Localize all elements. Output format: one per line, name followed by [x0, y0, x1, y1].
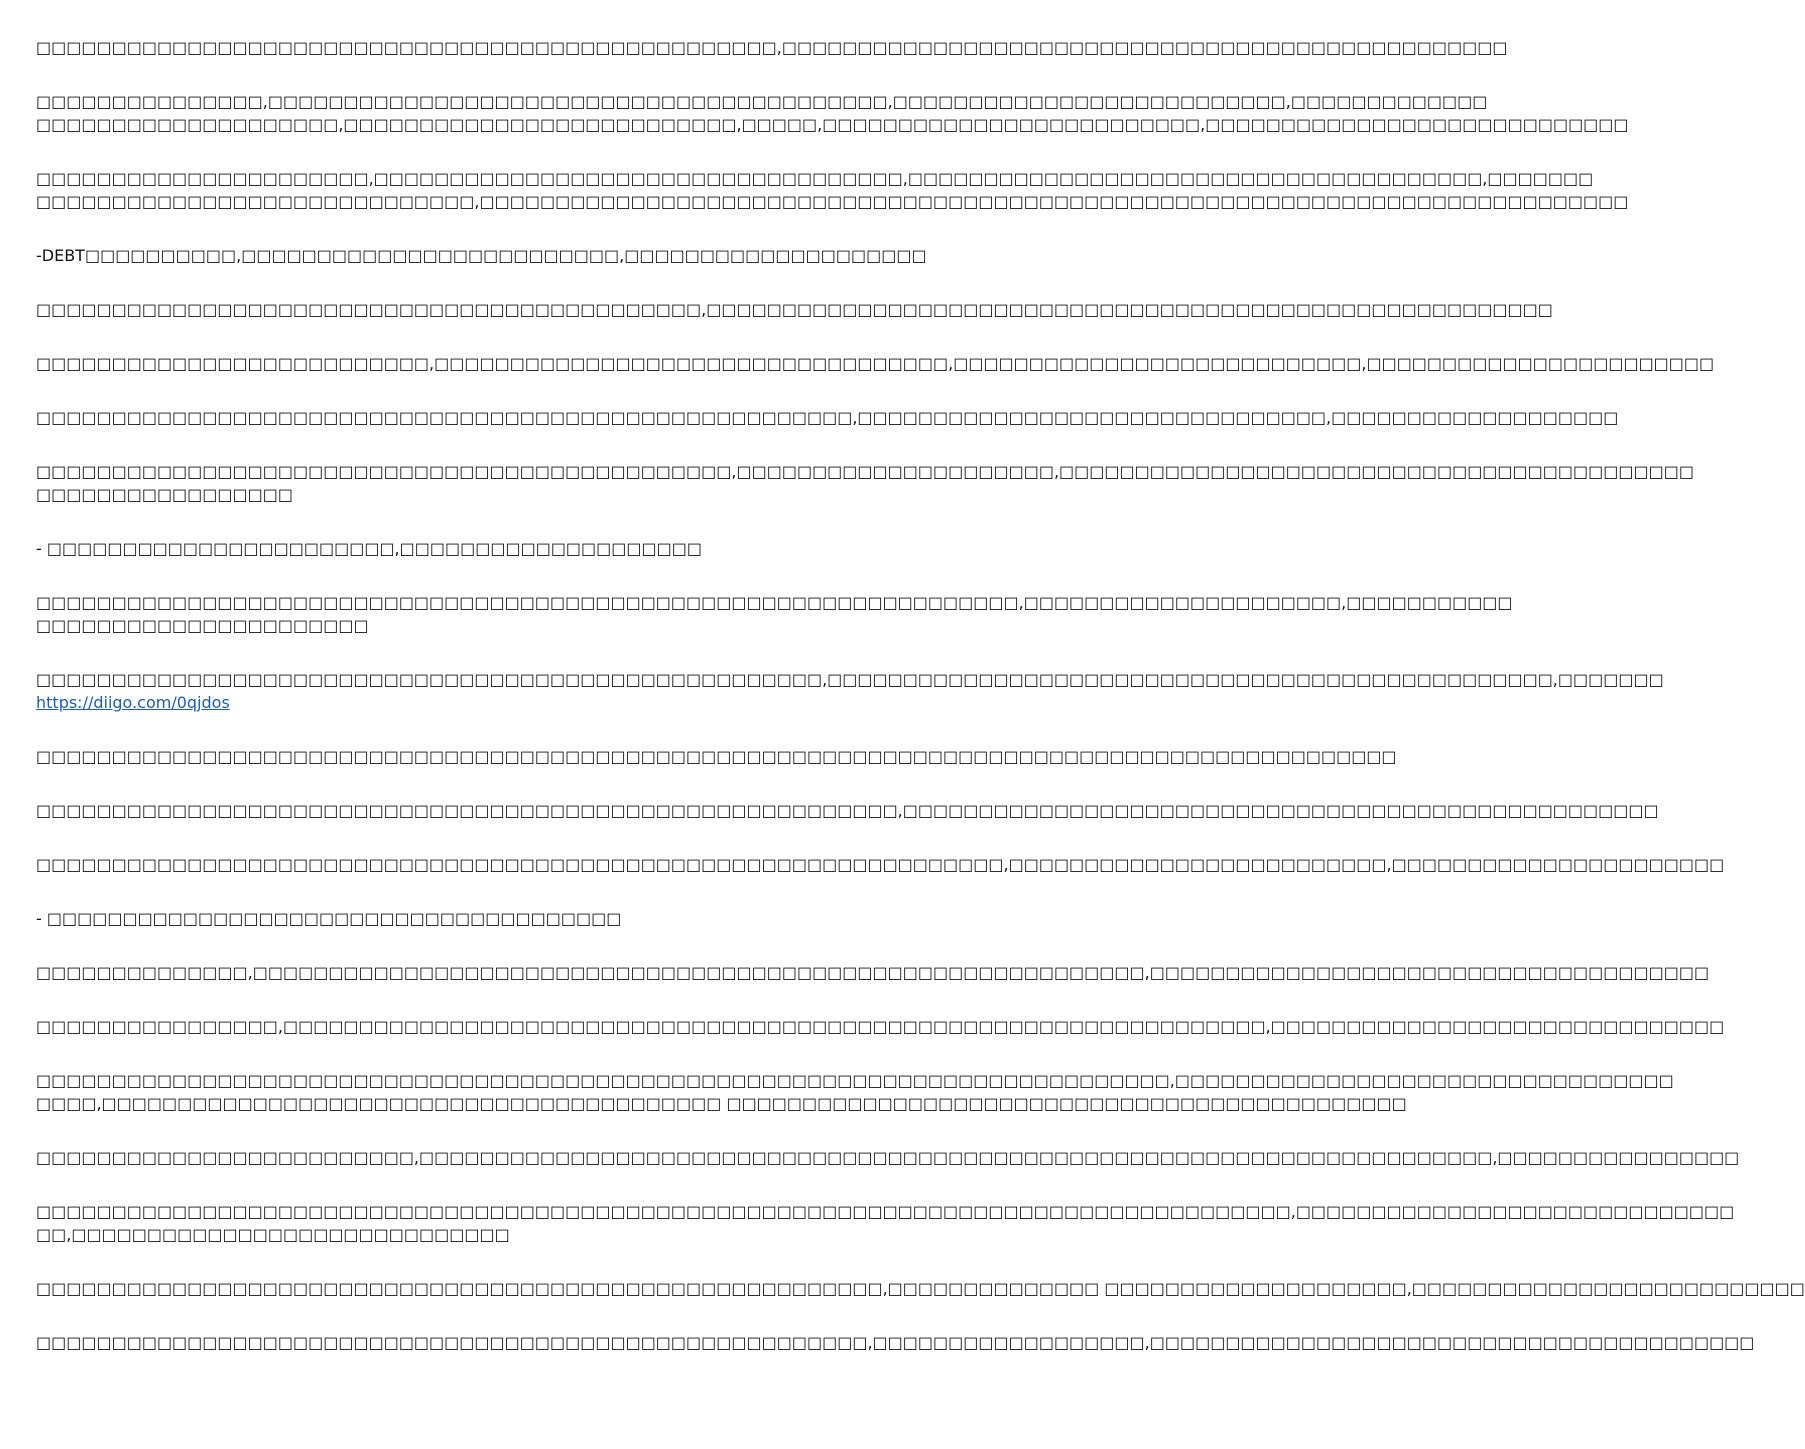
text-line: □□□□□□□□□□□□□□,□□□□□□□□□□□□□□□□□□□□□□□□□□□□□□□□□□□□□□□□□□□□□□□□□□□□□□□□□□□,□□□□□□□□□□□□□□□□□□□□□□□□□□□□□□□□□□□□□ — [36, 963, 1710, 982]
text-line: □□□□□□□□□□□□□□□□□□□□□□□□□□□□□□□□□□□□□□□□□□□□□□□□□□□□□□□,□□□□□□□□□□□□□□□□□□,□□□□□□□□□□□□□□□□□□□□□□□□□□□□□□□□□□□□□□□□ — [36, 1333, 1755, 1352]
paragraph-21 — [36, 1277, 1805, 1300]
text-line: □□□□□□□□□□□□□□□□,□□□□□□□□□□□□□□□□□□□□□□□□□□□□□□□□□□□□□□□□□□□□□□□□□□□□□□□□□□□□□□□□□,□□□□□□□□□□□□□□□□□□□□□□□□□□□□□□ — [36, 1017, 1725, 1036]
text-line: -DEBT□□□□□□□□□□,□□□□□□□□□□□□□□□□□□□□□□□□□,□□□□□□□□□□□□□□□□□□□□ — [36, 246, 927, 265]
paragraph-18 — [36, 1069, 1674, 1115]
text-line: □□□□□□□□□□□□□□□□□□□□□□□□□□□□□□□□□□□□□□□□□□□□□□□□□□□□□□□□□□□□□□□□,□□□□□□□□□□□□□□□□□□□□□□□□□,□□□□□□□□□□□□□□□□□□□□□□ — [36, 855, 1725, 874]
text-line: □□□□□□□□□□□□□□□□□□□□□□□□□□,□□□□□□□□□□□□□□□□□□□□□□□□□□□□□□□□□□,□□□□□□□□□□□□□□□□□□□□□□□□□□□,□□□□□□□□□□□□□□□□□□□□□□□ — [36, 354, 1715, 373]
text-line: □□□□□□□□□□□□□□□,□□□□□□□□□□□□□□□□□□□□□□□□□□□□□□□□□□□□□□□□□,□□□□□□□□□□□□□□□□□□□□□□□□□□,□□□□□□□□□□□□□ — [36, 92, 1488, 111]
paragraph-19 — [36, 1146, 1740, 1169]
text-line: □□□□□□□□□□□□□□□□□ — [36, 485, 293, 504]
paragraph-9 — [36, 537, 990, 560]
text-line: □□□□□□□□□□□□□□□□□□□□□□□□□□□□□□□□□□□□□□□□□□□□□□□□□□□□□□□□□□□□□□□□□□□□□□□□□□□,□□□□□□□□□□□□□□□□□□□□□□□□□□□□□□□□□ — [36, 1071, 1674, 1090]
paragraph-17 — [36, 1015, 1725, 1038]
text-line: - □□□□□□□□□□□□□□□□□□□□□□□,□□□□□□□□□□□□□□□□□□□□ — [36, 539, 702, 558]
paragraph-5 — [36, 298, 1553, 321]
paragraph-3 — [36, 167, 1629, 213]
text-line: □□□□□□□□□□□□□□□□□□□□□□□□□□□□□□□□□□□□□□□□□□□□,□□□□□□□□□□□□□□□□□□□□□□□□□□□□□□□□□□□□□□□□□□□□□□□□□□□□□□□□ — [36, 300, 1553, 319]
paragraph-13 — [36, 799, 1659, 822]
text-line: □□□□□□□□□□□□□□□□□□□□□□,□□□□□□□□□□□□□□□□□□□□□□□□□□□□□□□□□□□,□□□□□□□□□□□□□□□□□□□□□□□□□□□□□□□□□□□□□□,□□□□□□□ — [36, 169, 1594, 188]
text-line: □□□□□□□□□□□□□□□□□□□□□□□□□□□□□□□□□□□□□□□□□□□□□□□□□□□□□□□□,□□□□□□□□□□□□□□ □□□□□□□□□□□□□□□□□□□□,□□□□□□□□□□□□□□□□□□□□□□□□□□ — [36, 1279, 1805, 1298]
paragraph-4 — [36, 244, 990, 267]
diigo-link[interactable]: https://diigo.com/0qjdos — [36, 693, 230, 712]
text-line: □□□□□□□□□□□□□□□□□□□□□□□□□□□□□,□□□□□□□□□□□□□□□□□□□□□□□□□□□□□□□□□□□□□□□□□□□□□□□□□□□□□□□□□□□□□□□□□□□□□□□□□□□□ — [36, 192, 1629, 211]
text-line: □□□□□□□□□□□□□□□□□□□□□□□□□□□□□□□□□□□□□□□□□□□□□□□□□□□□□□□□□,□□□□□□□□□□□□□□□□□□□□□□□□□□□□□□□□□□□□□□□□□□□□□□□□□□ — [36, 801, 1659, 820]
text-line: □□□□□□□□□□□□□□□□□□□□□□□□□□□□□□□□□□□□□□□□□□□□□□□□□,□□□□□□□□□□□□□□□□□□□□□□□□□□□□□□□□□□□□□□□□□□□□□□□□ — [36, 38, 1508, 57]
text-line: □□□□□□□□□□□□□□□□□□□□□□□□□,□□□□□□□□□□□□□□□□□□□□□□□□□□□□□□□□□□□□□□□□□□□□□□□□□□□□□□□□□□□□□□□□□□□□□□□,□□□□□□□□□□□□□□□□ — [36, 1148, 1740, 1167]
paragraph-16 — [36, 961, 1710, 984]
document-body — [36, 36, 1805, 1385]
text-line: □□□□□□□□□□□□□□□□□□□□□□ — [36, 616, 369, 635]
paragraph-15 — [36, 907, 990, 930]
text-line: □□□□□□□□□□□□□□□□□□□□□□□□□□□□□□□□□□□□□□□□□□□□□□□□□□□□□□□□□□□□□□□□□,□□□□□□□□□□□□□□□□□□□□□,□□□□□□□□□□□ — [36, 593, 1513, 612]
paragraph-10 — [36, 591, 1513, 637]
paragraph-11 — [36, 668, 1664, 714]
text-line: □□□□,□□□□□□□□□□□□□□□□□□□□□□□□□□□□□□□□□□□□□□□□□ □□□□□□□□□□□□□□□□□□□□□□□□□□□□□□□□□□□□□□□□□□□□□ — [36, 1094, 1407, 1113]
paragraph-6 — [36, 352, 1715, 375]
text-line: □□□□□□□□□□□□□□□□□□□□□□□□□□□□□□□□□□□□□□□□□□□□□□□□□□□□□□□□□□□□□□□□□□□□□□□□□□□□□□□□□□□□□□□□□□ — [36, 747, 1397, 766]
text-line: - □□□□□□□□□□□□□□□□□□□□□□□□□□□□□□□□□□□□□□ — [36, 909, 622, 928]
paragraph-2 — [36, 90, 1629, 136]
text-line: □□□□□□□□□□□□□□□□□□□□,□□□□□□□□□□□□□□□□□□□□□□□□□□,□□□□□,□□□□□□□□□□□□□□□□□□□□□□□□□,□□□□□□□□□□□□□□□□□□□□□□□□□□□□ — [36, 115, 1629, 134]
text-line: □□□□□□□□□□□□□□□□□□□□□□□□□□□□□□□□□□□□□□□□□□□□□□□□□□□□,□□□□□□□□□□□□□□□□□□□□□□□□□□□□□□□□□□□□□□□□□□□□□□□□,□□□□□□□ — [36, 670, 1664, 689]
text-line: □□□□□□□□□□□□□□□□□□□□□□□□□□□□□□□□□□□□□□□□□□□□□□,□□□□□□□□□□□□□□□□□□□□□,□□□□□□□□□□□□□□□□□□□□□□□□□□□□□□□□□□□□□□□□□□ — [36, 462, 1694, 481]
text-line: □□□□□□□□□□□□□□□□□□□□□□□□□□□□□□□□□□□□□□□□□□□□□□□□□□□□□□,□□□□□□□□□□□□□□□□□□□□□□□□□□□□□□□,□□□□□□□□□□□□□□□□□□□ — [36, 408, 1619, 427]
text-line: □□□□□□□□□□□□□□□□□□□□□□□□□□□□□□□□□□□□□□□□□□□□□□□□□□□□□□□□□□□□□□□□□□□□□□□□□□□□□□□□□□□,□□□□□□□□□□□□□□□□□□□□□□□□□□□□□ — [36, 1202, 1735, 1221]
paragraph-22 — [36, 1331, 1755, 1354]
paragraph-20 — [36, 1200, 1735, 1246]
paragraph-1 — [36, 36, 1508, 59]
paragraph-14 — [36, 853, 1725, 876]
paragraph-8 — [36, 460, 1694, 506]
paragraph-7 — [36, 406, 1619, 429]
paragraph-12 — [36, 745, 1397, 768]
text-line: □□,□□□□□□□□□□□□□□□□□□□□□□□□□□□□□ — [36, 1225, 510, 1244]
